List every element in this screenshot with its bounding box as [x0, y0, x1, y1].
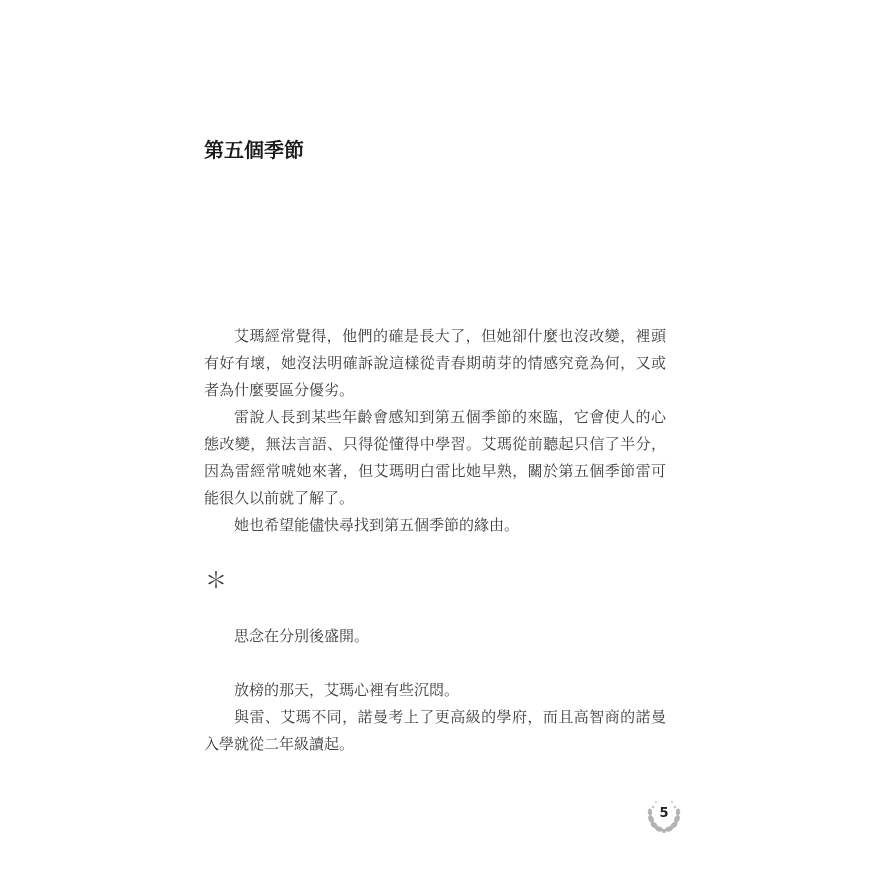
chapter-title: 第五個季節	[204, 138, 304, 162]
section-separator: ＊	[205, 569, 228, 594]
body-section-2	[204, 623, 666, 650]
body-section-3	[204, 677, 666, 758]
page-number-badge	[645, 797, 683, 835]
paragraph: 與雷、艾瑪不同，諾曼考上了更高級的學府，而且高智商的諾曼入學就從二年級讀起。	[204, 708, 666, 753]
page-number: 5	[659, 806, 669, 821]
paragraph: 她也希望能儘快尋找到第五個季節的緣由。	[234, 516, 520, 534]
paragraph: 艾瑪經常覺得，他們的確是長大了，但她卻什麼也沒改變，裡頭有好有壞，她沒法明確訴說這樣從青春期萌芽的情感究竟為何，又或者為什麼要區分優劣。	[204, 327, 666, 399]
paragraph: 雷說人長到某些年齡會感知到第五個季節的來臨，它會使人的心態改變，無法言語、只得從懂得中學習。艾瑪從前聽起只信了半分，因為雷經常唬她來著，但艾瑪明白雷比她早熟，關於第五個季節雷可能很久以前就了解了。	[204, 408, 666, 507]
paragraph: 思念在分別後盛開。	[234, 627, 370, 645]
body-section-1	[204, 323, 666, 539]
paragraph: 放榜的那天，艾瑪心裡有些沉悶。	[234, 681, 460, 699]
